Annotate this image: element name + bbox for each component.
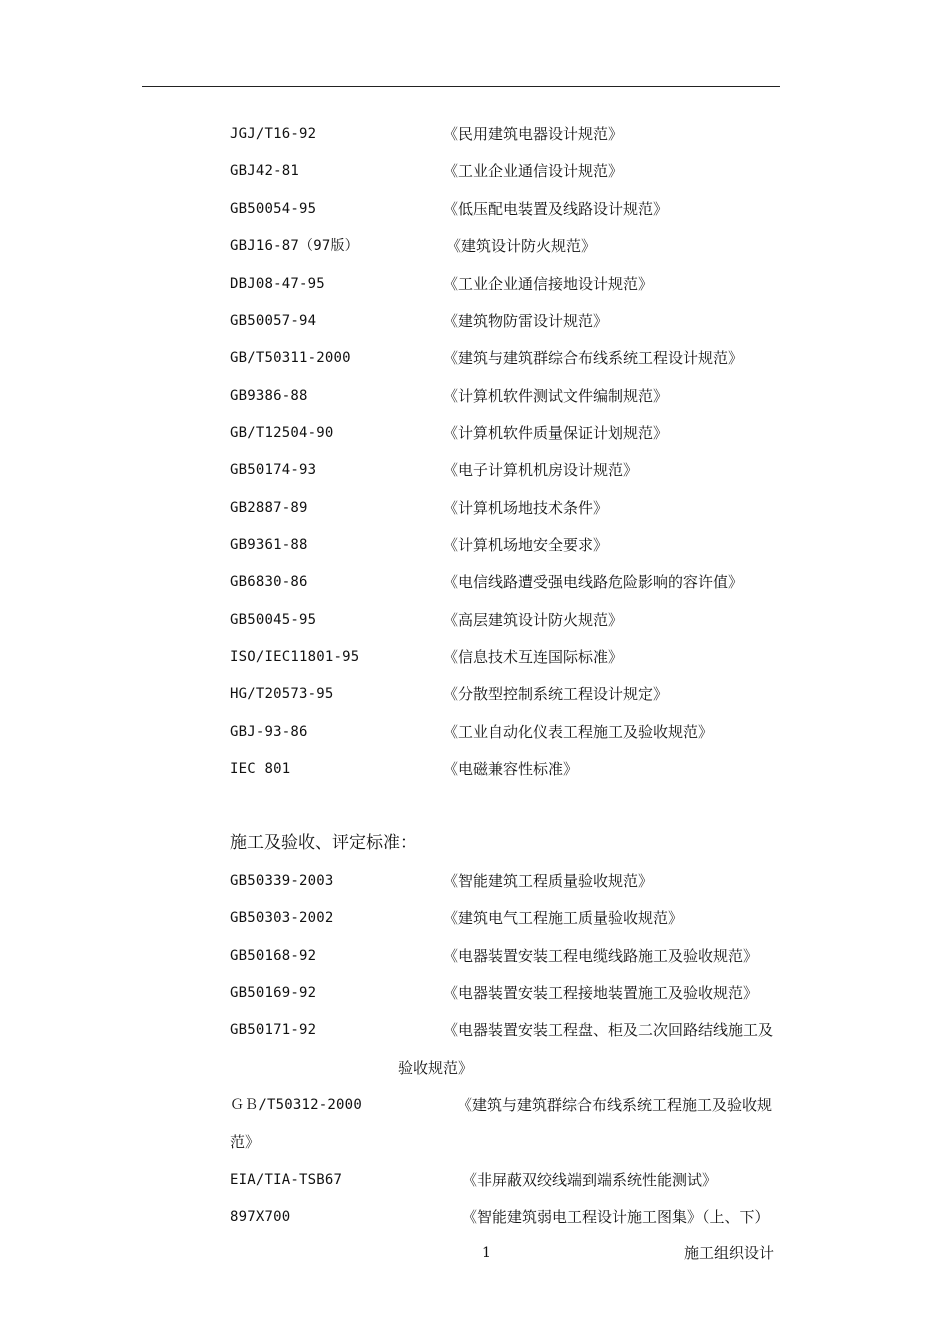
standard-title: 《计算机软件质量保证计划规范》 bbox=[443, 424, 669, 442]
standard-title: 《电磁兼容性标准》 bbox=[443, 760, 579, 778]
standard-code: GB/T50311-2000 bbox=[230, 350, 351, 366]
standard-code: IEC 801 bbox=[230, 761, 291, 777]
standard-code: ＧＢ/T50312-2000 bbox=[230, 1097, 362, 1113]
standard-code: GB50168-92 bbox=[230, 948, 317, 964]
standard-title: 《电器装置安装工程接地装置施工及验收规范》 bbox=[443, 984, 759, 1002]
standard-title: 《智能建筑弱电工程设计施工图集》（上、下） bbox=[462, 1208, 770, 1226]
standard-code: DBJ08-47-95 bbox=[230, 276, 325, 292]
standard-title: 《工业企业通信接地设计规范》 bbox=[443, 275, 654, 293]
standard-code: GB9361-88 bbox=[230, 537, 308, 553]
footer-doc-title: 施工组织设计 bbox=[684, 1244, 775, 1262]
standard-code: GB50174-93 bbox=[230, 462, 317, 478]
section-heading: 施工及验收、评定标准： bbox=[230, 833, 417, 853]
standard-title: 《建筑与建筑群综合布线系统工程施工及验收规 bbox=[457, 1096, 773, 1114]
standard-title: 《计算机场地安全要求》 bbox=[443, 536, 609, 554]
standard-title: 《工业企业通信设计规范》 bbox=[443, 162, 624, 180]
standard-title: 《计算机软件测试文件编制规范》 bbox=[443, 387, 669, 405]
standard-code: GB50054-95 bbox=[230, 201, 317, 217]
standard-code: GBJ-93-86 bbox=[230, 724, 308, 740]
standard-title: 《分散型控制系统工程设计规定》 bbox=[443, 685, 669, 703]
standard-title-continuation: 验收规范》 bbox=[398, 1059, 474, 1077]
standard-code: HG/T20573-95 bbox=[230, 686, 334, 702]
standard-title-continuation: 范》 bbox=[230, 1133, 261, 1151]
standard-title: 《工业自动化仪表工程施工及验收规范》 bbox=[443, 723, 714, 741]
standard-title: 《电器装置安装工程盘、柜及二次回路结线施工及 bbox=[443, 1021, 774, 1039]
standard-title: 《高层建筑设计防火规范》 bbox=[443, 611, 624, 629]
standard-title: 《民用建筑电器设计规范》 bbox=[443, 125, 624, 143]
standard-code: GB6830-86 bbox=[230, 574, 308, 590]
standard-title: 《建筑物防雷设计规范》 bbox=[443, 312, 609, 330]
header-rule bbox=[142, 86, 780, 87]
standard-title: 《智能建筑工程质量验收规范》 bbox=[443, 872, 654, 890]
standard-title: 《低压配电装置及线路设计规范》 bbox=[443, 200, 669, 218]
standard-title: 《计算机场地技术条件》 bbox=[443, 499, 609, 517]
standard-code: GB/T12504-90 bbox=[230, 425, 334, 441]
standard-code: GB50339-2003 bbox=[230, 873, 334, 889]
standard-title: 《信息技术互连国际标准》 bbox=[443, 648, 624, 666]
standard-title: 《电器装置安装工程电缆线路施工及验收规范》 bbox=[443, 947, 759, 965]
standard-title: 《建筑设计防火规范》 bbox=[446, 237, 597, 255]
standard-code: GB50169-92 bbox=[230, 985, 317, 1001]
standard-code: GB50171-92 bbox=[230, 1022, 317, 1038]
standard-code: GBJ16-87（97版） bbox=[230, 238, 359, 254]
standard-code: ISO/IEC11801-95 bbox=[230, 649, 360, 665]
page-number: 1 bbox=[482, 1245, 491, 1261]
standard-code: EIA/TIA-TSB67 bbox=[230, 1172, 343, 1188]
standard-code: GB2887-89 bbox=[230, 500, 308, 516]
standard-code: JGJ/T16-92 bbox=[230, 126, 317, 142]
standard-title: 《非屏蔽双绞线端到端系统性能测试》 bbox=[462, 1171, 718, 1189]
standard-title: 《建筑电气工程施工质量验收规范》 bbox=[443, 909, 684, 927]
standard-code: GB9386-88 bbox=[230, 388, 308, 404]
standard-code: GB50057-94 bbox=[230, 313, 317, 329]
standard-title: 《建筑与建筑群综合布线系统工程设计规范》 bbox=[443, 349, 744, 367]
standard-code: GBJ42-81 bbox=[230, 163, 300, 179]
standard-code: GB50045-95 bbox=[230, 612, 317, 628]
standard-title: 《电子计算机机房设计规范》 bbox=[443, 461, 639, 479]
standard-code: GB50303-2002 bbox=[230, 910, 334, 926]
standard-code: 897X700 bbox=[230, 1209, 291, 1225]
standard-title: 《电信线路遭受强电线路危险影响的容许值》 bbox=[443, 573, 744, 591]
